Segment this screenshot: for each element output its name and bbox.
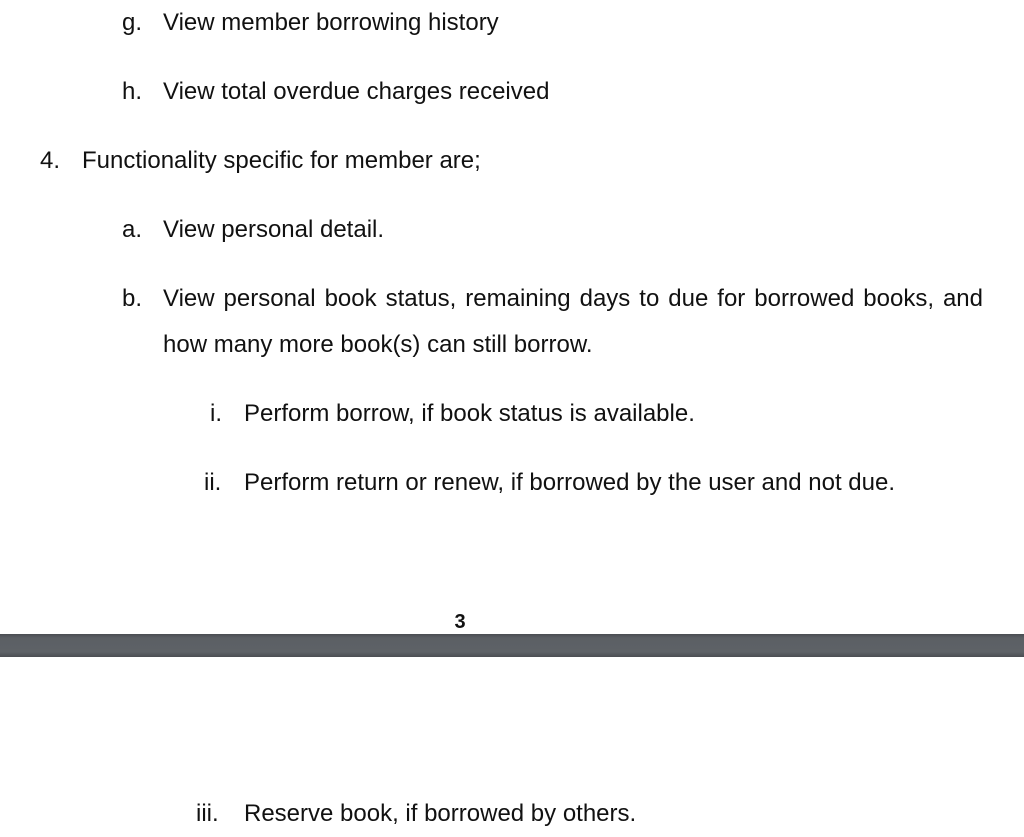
list-item xyxy=(120,276,1000,368)
section-heading-text: Functionality specific for member are; xyxy=(82,147,481,174)
list-item-text: View member borrowing history xyxy=(163,9,499,36)
list-marker: g. xyxy=(122,9,143,36)
list-item xyxy=(200,460,1000,506)
list-item xyxy=(120,207,1000,253)
page-separator xyxy=(0,634,1024,657)
section-heading xyxy=(40,138,1000,184)
list-item-text: Reserve book, if borrowed by others. xyxy=(244,800,637,827)
list-item xyxy=(196,791,1000,837)
page-number: 3 xyxy=(454,611,466,633)
list-marker: i. xyxy=(210,400,222,427)
list-item xyxy=(120,69,1000,115)
list-marker: b. xyxy=(122,285,143,312)
list-marker: ii. xyxy=(204,469,222,496)
list-marker: h. xyxy=(122,78,143,105)
list-item-text: Perform return or renew, if borrowed by the user and not due. xyxy=(244,469,896,496)
list-item-text: View total overdue charges received xyxy=(163,78,550,105)
list-item-text: Perform borrow, if book status is available. xyxy=(244,400,695,427)
list-marker: iii. xyxy=(196,800,219,827)
list-marker: 4. xyxy=(40,147,61,174)
list-item xyxy=(120,0,1000,46)
list-item-text: View personal book status, remaining days to due for borrowed books, and how many more book(s) can still borrow. xyxy=(163,285,983,358)
document-page-next xyxy=(0,657,1024,830)
list-item-text: View personal detail. xyxy=(163,216,385,243)
list-item xyxy=(200,391,1000,437)
list-marker: a. xyxy=(122,216,143,243)
